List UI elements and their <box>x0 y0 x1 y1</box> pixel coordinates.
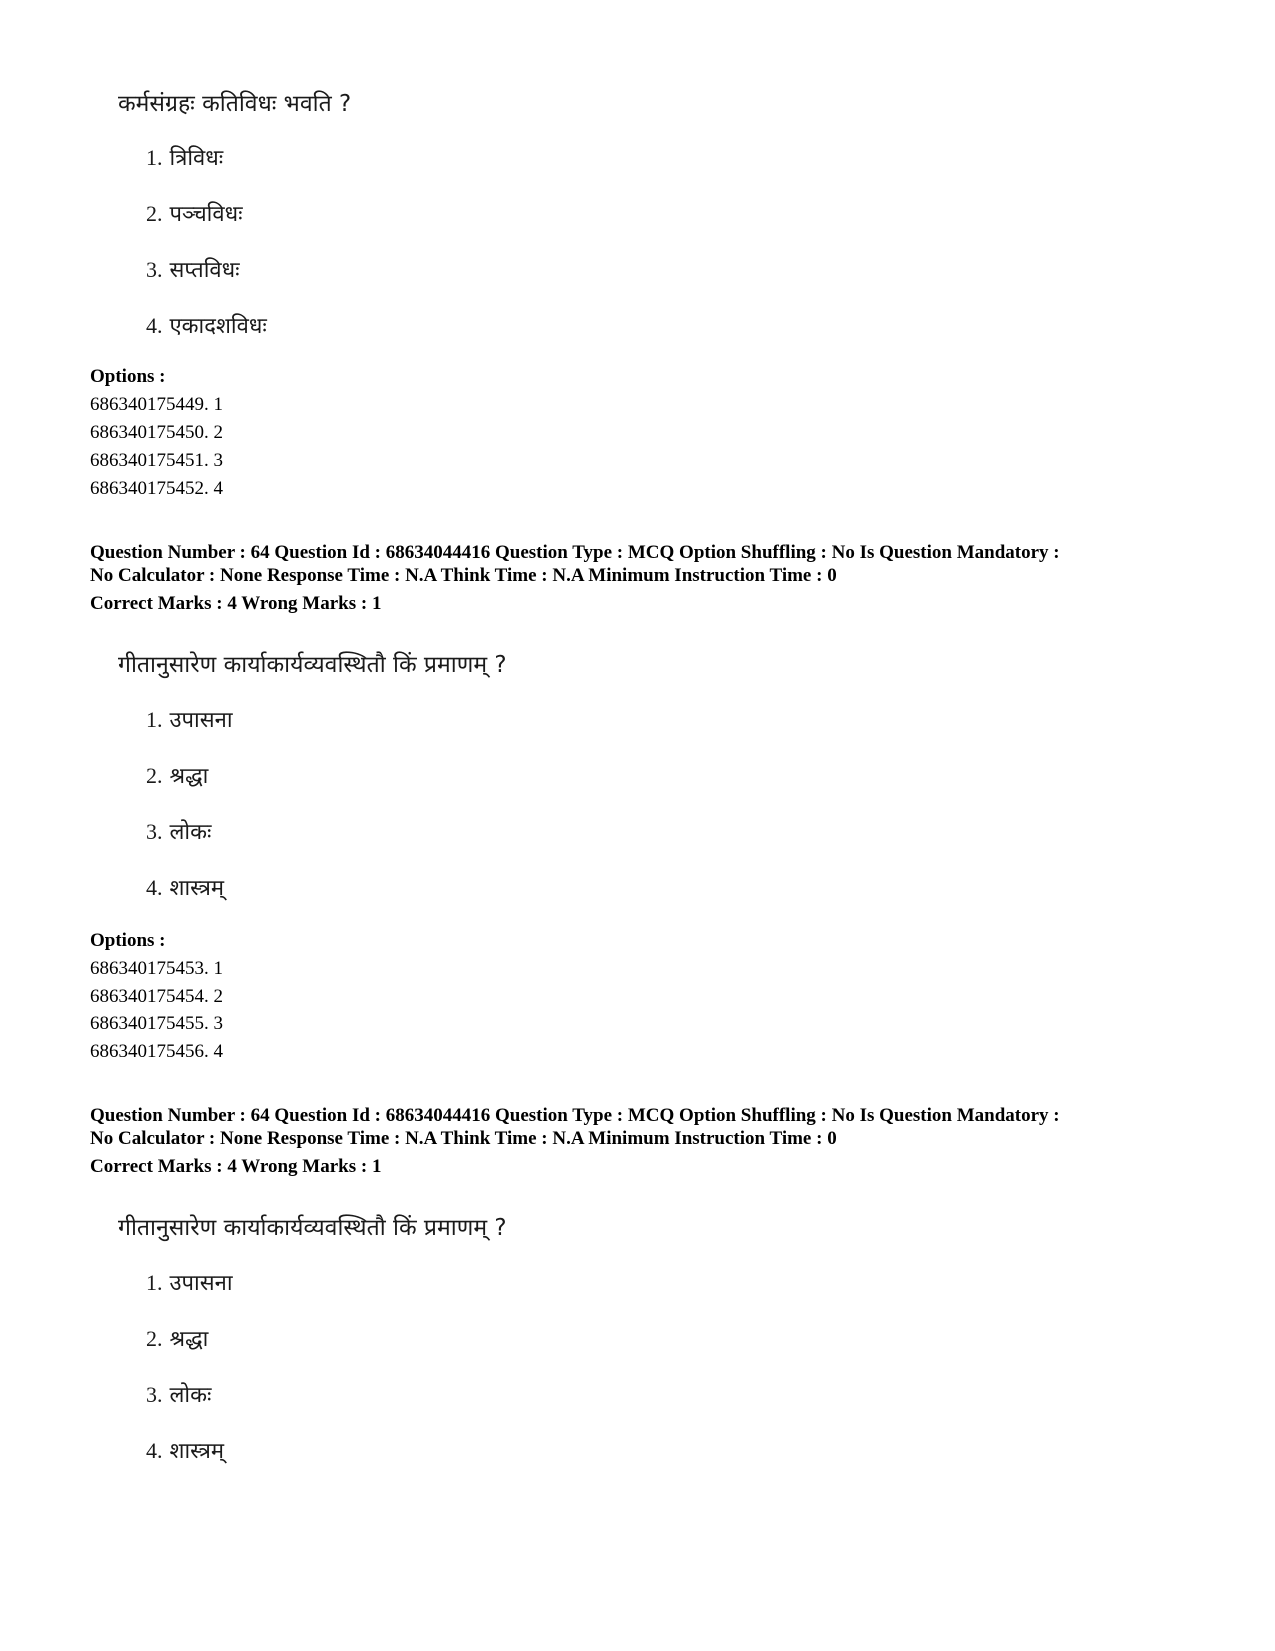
choice-number: 3. <box>146 1382 163 1407</box>
option-id: 686340175452. 4 <box>90 478 223 499</box>
question-stem: गीतानुसारेण कार्याकार्यव्यवस्थितौ किं प्रमाणम् ? <box>118 652 507 678</box>
choice-number: 2. <box>146 763 163 788</box>
choice-number: 3. <box>146 257 163 282</box>
choice-text: श्रद्धा <box>169 1327 209 1352</box>
question-meta-line2: No Calculator : None Response Time : N.A Think Time : N.A Minimum Instruction Time : 0 <box>90 565 837 586</box>
options-label: Options : <box>90 366 166 387</box>
choice-text: पञ्चविधः <box>169 202 243 227</box>
answer-choice <box>146 1267 233 1297</box>
choice-text: लोकः <box>169 820 212 845</box>
question-meta-line2: No Calculator : None Response Time : N.A Think Time : N.A Minimum Instruction Time : 0 <box>90 1128 837 1149</box>
choice-number: 2. <box>146 1326 163 1351</box>
answer-choice <box>146 254 240 284</box>
choice-text: श्रद्धा <box>169 764 209 789</box>
answer-choice <box>146 198 243 228</box>
choice-number: 4. <box>146 1438 163 1463</box>
option-id: 686340175449. 1 <box>90 394 223 415</box>
answer-choice <box>146 872 224 902</box>
choice-number: 4. <box>146 875 163 900</box>
answer-choice <box>146 1323 208 1353</box>
question-stem: गीतानुसारेण कार्याकार्यव्यवस्थितौ किं प्रमाणम् ? <box>118 1215 507 1241</box>
choice-number: 1. <box>146 707 163 732</box>
answer-choice <box>146 142 223 172</box>
option-id: 686340175450. 2 <box>90 422 223 443</box>
choice-text: सप्तविधः <box>169 258 240 283</box>
option-id: 686340175455. 3 <box>90 1013 223 1034</box>
answer-choice <box>146 1435 224 1465</box>
choice-number: 1. <box>146 1270 163 1295</box>
choice-text: लोकः <box>169 1383 212 1408</box>
option-id: 686340175454. 2 <box>90 986 223 1007</box>
choice-text: उपासना <box>169 708 233 733</box>
answer-choice <box>146 760 208 790</box>
choice-number: 2. <box>146 201 163 226</box>
choice-number: 1. <box>146 145 163 170</box>
question-marks: Correct Marks : 4 Wrong Marks : 1 <box>90 593 382 614</box>
answer-choice <box>146 704 233 734</box>
choice-number: 3. <box>146 819 163 844</box>
question-meta-line1: Question Number : 64 Question Id : 68634044416 Question Type : MCQ Option Shuffling : No Is Question Mandatory : <box>90 542 1060 563</box>
answer-choice <box>146 1379 211 1409</box>
question-marks: Correct Marks : 4 Wrong Marks : 1 <box>90 1156 382 1177</box>
answer-choice <box>146 816 211 846</box>
choice-number: 4. <box>146 313 163 338</box>
choice-text: शास्त्रम् <box>169 1439 225 1464</box>
question-stem: कर्मसंग्रहः कतिविधः भवति ? <box>118 91 352 117</box>
question-meta-line1: Question Number : 64 Question Id : 68634044416 Question Type : MCQ Option Shuffling : No Is Question Mandatory : <box>90 1105 1060 1126</box>
choice-text: एकादशविधः <box>169 314 267 339</box>
answer-choice <box>146 310 267 340</box>
option-id: 686340175456. 4 <box>90 1041 223 1062</box>
options-label: Options : <box>90 930 166 951</box>
choice-text: उपासना <box>169 1271 233 1296</box>
option-id: 686340175453. 1 <box>90 958 223 979</box>
choice-text: शास्त्रम् <box>169 876 225 901</box>
choice-text: त्रिविधः <box>169 146 224 171</box>
option-id: 686340175451. 3 <box>90 450 223 471</box>
